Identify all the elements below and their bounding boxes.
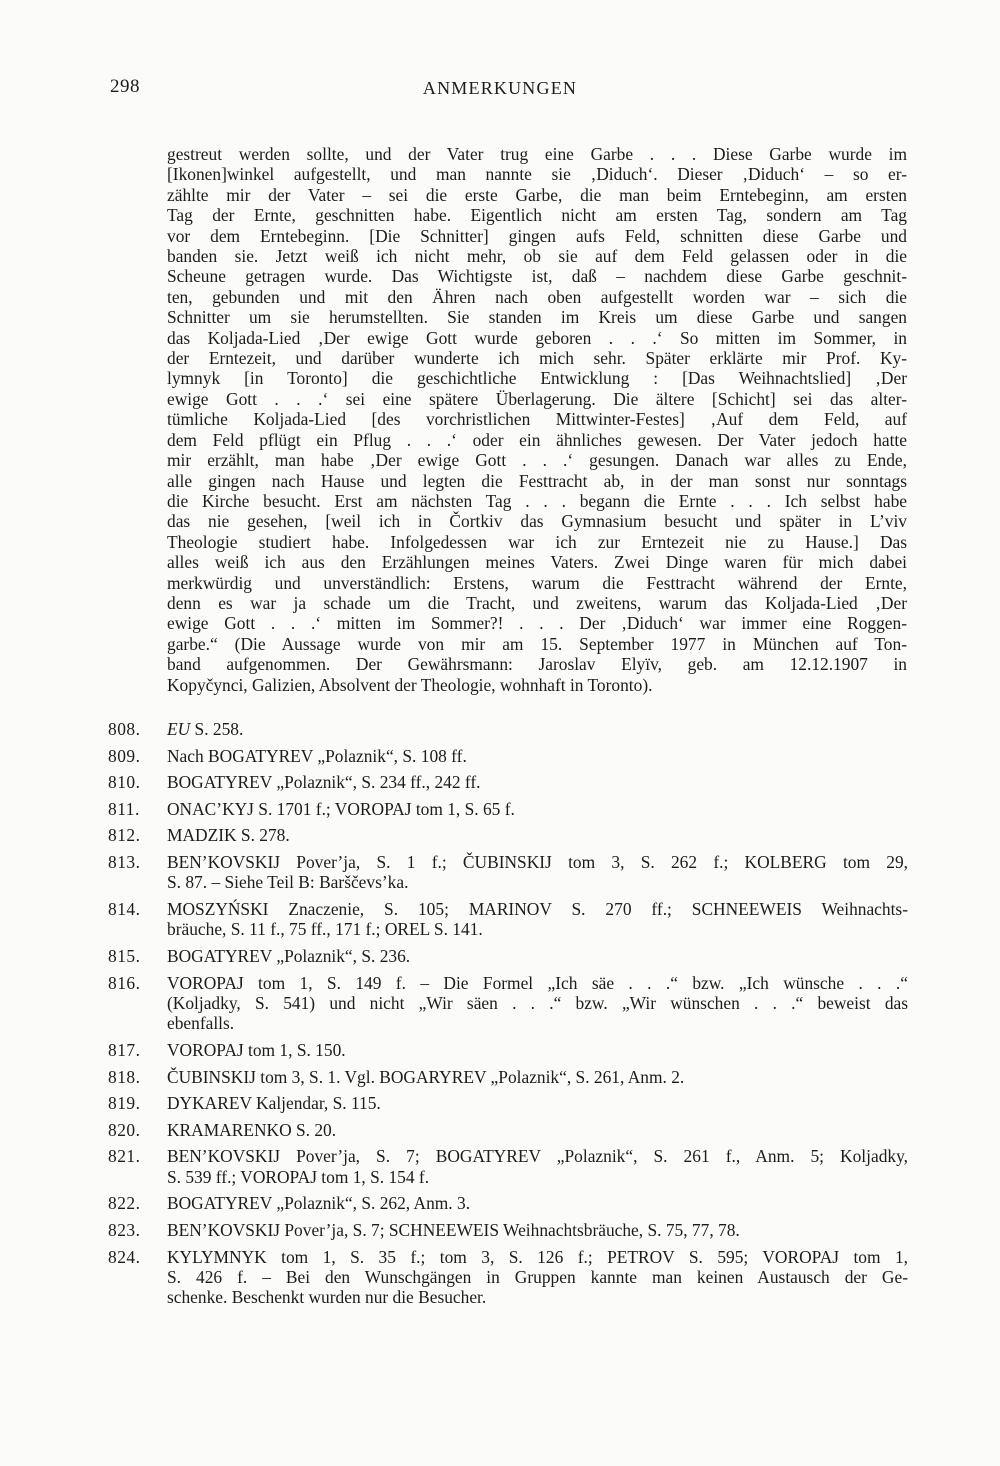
text-line: ten, gebunden und mit den Ähren nach oben aufgestellt worden war – sich die <box>167 286 907 307</box>
text-line: [Ikonen]winkel aufgestellt, und man nannte sie ‚Diduch‘. Dieser ‚Diduch‘ – so er- <box>167 164 907 185</box>
page-number: 298 <box>110 76 140 97</box>
note-entry <box>108 1093 908 1113</box>
italic-siglum: EU <box>167 719 191 739</box>
note-number: 812. <box>108 825 141 846</box>
note-line: BOGATYREV „Polaznik“, S. 234 ff., 242 ff. <box>167 772 481 793</box>
note-number: 815. <box>108 945 141 966</box>
note-line: MOSZYŃSKI Znaczenie, S. 105; MARINOV S. 270 ff.; SCHNEEWEIS Weihnachts- <box>167 898 908 919</box>
note-line: S. 539 ff.; VOROPAJ tom 1, S. 154 f. <box>167 1166 430 1187</box>
note-text <box>167 1040 908 1060</box>
note-entry <box>108 899 908 940</box>
note-entry <box>108 799 908 819</box>
note-number: 817. <box>108 1039 141 1060</box>
note-number: 814. <box>108 898 141 919</box>
text-line: der Erntezeit, und darüber wunderte ich mich sehr. Später erklärte mir Prof. Ky- <box>167 348 907 369</box>
note-text <box>167 1220 908 1240</box>
note-line: ebenfalls. <box>167 1013 235 1034</box>
note-entry <box>108 1067 908 1087</box>
note-number: 816. <box>108 972 141 993</box>
note-number: 819. <box>108 1093 141 1114</box>
note-line: VOROPAJ tom 1, S. 149 f. – Die Formel „Ich säe . . .“ bzw. „Ich wünsche . . .“ <box>167 972 908 993</box>
note-line: BEN’KOVSKIJ Pover’ja, S. 1 f.; ČUBINSKIJ tom 3, S. 262 f.; KOLBERG tom 29, <box>167 851 908 872</box>
note-text <box>167 1193 908 1213</box>
note-line: schenke. Beschenkt wurden nur die Besucher. <box>167 1287 487 1308</box>
text-line: das Koljada-Lied ‚Der ewige Gott wurde geboren . . .‘ So mitten im Sommer, in <box>167 327 907 348</box>
text-line: alles weiß ich aus den Erzählungen meines Vaters. Zwei Dinge waren für mich dabei <box>167 552 907 573</box>
note-entry <box>108 746 908 766</box>
text-line: Schnitter um sie herumstellten. Sie standen im Kreis um diese Garbe und sangen <box>167 307 907 328</box>
note-text <box>167 1093 908 1113</box>
note-number: 809. <box>108 745 141 766</box>
note-text <box>167 852 908 893</box>
text-line: garbe.“ (Die Aussage wurde von mir am 15. September 1977 in München auf Ton- <box>167 633 907 654</box>
note-entry <box>108 973 908 1034</box>
text-line: band aufgenommen. Der Gewährsmann: Jaroslav Elyїv, geb. am 12.12.1907 in <box>167 654 907 675</box>
text-line: merkwürdig und unverständlich: Erstens, warum die Festtracht während der Ernte, <box>167 572 907 593</box>
text-line: Scheune getragen wurde. Das Wichtigste ist, daß – nachdem diese Garbe geschnit- <box>167 266 907 287</box>
note-entry <box>108 946 908 966</box>
text-line: das nie gesehen, [weil ich in Čortkiv das Gymnasium besucht und später in L’viv <box>167 511 907 532</box>
note-entry <box>108 1193 908 1213</box>
text-line: tümliche Koljada-Lied [des vorchristlichen Mittwinter-Festes] ‚Auf dem Feld, auf <box>167 409 907 430</box>
note-line: EU S. 258. <box>167 719 244 739</box>
note-line: BOGATYREV „Polaznik“, S. 236. <box>167 945 411 966</box>
text-line: ewige Gott . . .‘ mitten im Sommer?! . . . Der ‚Diduch‘ war immer eine Roggen- <box>167 613 907 634</box>
note-line: KRAMARENKO S. 20. <box>167 1119 337 1140</box>
notes-list <box>108 719 908 1314</box>
running-head: ANMERKUNGEN <box>422 78 578 98</box>
text-line: Tag der Ernte, geschnitten habe. Eigentlich nicht am ersten Tag, sondern am Tag <box>167 205 907 226</box>
note-text <box>167 1146 908 1187</box>
text-line: zählte mir der Vater – sei die erste Garbe, die man beim Erntebeginn, am ersten <box>167 184 907 205</box>
text-line: lymnyk [in Toronto] die geschichtliche Entwicklung : [Das Weihnachtslied] ‚Der <box>167 368 907 389</box>
note-number: 813. <box>108 851 141 872</box>
note-number: 808. <box>108 719 141 739</box>
note-line: DYKAREV Kaljendar, S. 115. <box>167 1093 381 1114</box>
note-text <box>167 799 908 819</box>
note-entry <box>108 852 908 893</box>
note-line: BOGATYREV „Polaznik“, S. 262, Anm. 3. <box>167 1193 471 1214</box>
text-line: Kopyčynci, Galizien, Absolvent der Theologie, wohnhaft in Toronto). <box>167 674 653 695</box>
text-line: vor dem Erntebeginn. [Die Schnitter] gingen aufs Feld, schnitten diese Garbe und <box>167 225 907 246</box>
note-entry <box>108 1247 908 1308</box>
note-text <box>167 1120 908 1140</box>
text-line: die Kirche besucht. Erst am nächsten Tag . . . begann die Ernte . . . Ich selbst habe <box>167 490 907 511</box>
note-number: 810. <box>108 772 141 793</box>
note-number: 824. <box>108 1246 141 1267</box>
text-line: alle gingen nach Hause und legten die Festtracht ab, in der man sonst nur sonntags <box>167 470 907 491</box>
note-line: VOROPAJ tom 1, S. 150. <box>167 1039 346 1060</box>
note-line: bräuche, S. 11 f., 75 ff., 171 f.; OREL S. 141. <box>167 919 483 940</box>
note-text <box>167 1247 908 1308</box>
text-line: mir erzählt, man habe ‚Der ewige Gott . . .‘ gesungen. Danach war alles zu Ende, <box>167 450 907 471</box>
note-number: 821. <box>108 1146 141 1167</box>
note-text <box>167 825 908 845</box>
note-text <box>167 719 908 739</box>
note-text <box>167 899 908 940</box>
note-line: MADZIK S. 278. <box>167 825 290 846</box>
note-text <box>167 973 908 1034</box>
text-line: dem Feld pflügt ein Pflug . . .‘ oder ein ähnliches gewesen. Der Vater jedoch hatte <box>167 429 907 450</box>
note-line: S. 426 f. – Bei den Wunschgängen in Gruppen kannte man keinen Austausch der Ge- <box>167 1266 908 1287</box>
note-line: (Koljadky, S. 541) und nicht „Wir säen . . .“ bzw. „Wir wünschen . . .“ beweist das <box>167 992 908 1013</box>
note-entry <box>108 1120 908 1140</box>
note-entry <box>108 772 908 792</box>
note-entry <box>108 825 908 845</box>
note-number: 823. <box>108 1219 141 1240</box>
note-line: BEN’KOVSKIJ Pover’ja, S. 7; SCHNEEWEIS Weihnachtsbräuche, S. 75, 77, 78. <box>167 1219 740 1240</box>
quotation-continuation <box>167 144 907 695</box>
text-line: banden sie. Jetzt weiß ich nicht mehr, ob sie auf dem Feld gelassen oder in die <box>167 246 907 267</box>
note-text <box>167 1067 908 1087</box>
note-line: ČUBINSKIJ tom 3, S. 1. Vgl. BOGARYREV „Polaznik“, S. 261, Anm. 2. <box>167 1066 685 1087</box>
note-entry <box>108 719 908 739</box>
text-line: ewige Gott . . .‘ sei eine spätere Überlagerung. Die ältere [Schicht] sei das alter- <box>167 388 907 409</box>
note-text <box>167 772 908 792</box>
note-entry <box>108 1220 908 1240</box>
note-text <box>167 946 908 966</box>
text-line: denn es war ja schade um die Tracht, und zweitens, warum das Koljada-Lied ‚Der <box>167 592 907 613</box>
note-text <box>167 746 908 766</box>
note-entry <box>108 1040 908 1060</box>
note-number: 822. <box>108 1193 141 1214</box>
note-line: BEN’KOVSKIJ Pover’ja, S. 7; BOGATYREV „Polaznik“, S. 261 f., Anm. 5; Koljadky, <box>167 1146 908 1167</box>
note-entry <box>108 1146 908 1187</box>
text-line: Theologie studiert habe. Infolgedessen war ich zur Erntezeit nie zu Hause.] Das <box>167 531 907 552</box>
note-line: Nach BOGATYREV „Polaznik“, S. 108 ff. <box>167 745 467 766</box>
note-number: 820. <box>108 1119 141 1140</box>
note-number: 818. <box>108 1066 141 1087</box>
text-line: gestreut werden sollte, und der Vater trug eine Garbe . . . Diese Garbe wurde im <box>167 144 907 164</box>
note-number: 811. <box>108 798 140 819</box>
note-line: S. 87. – Siehe Teil B: Barščevs’ka. <box>167 872 409 893</box>
note-line: KYLYMNYK tom 1, S. 35 f.; tom 3, S. 126 f.; PETROV S. 595; VOROPAJ tom 1, <box>167 1246 908 1267</box>
note-line: ONAC’KYJ S. 1701 f.; VOROPAJ tom 1, S. 65 f. <box>167 798 515 819</box>
